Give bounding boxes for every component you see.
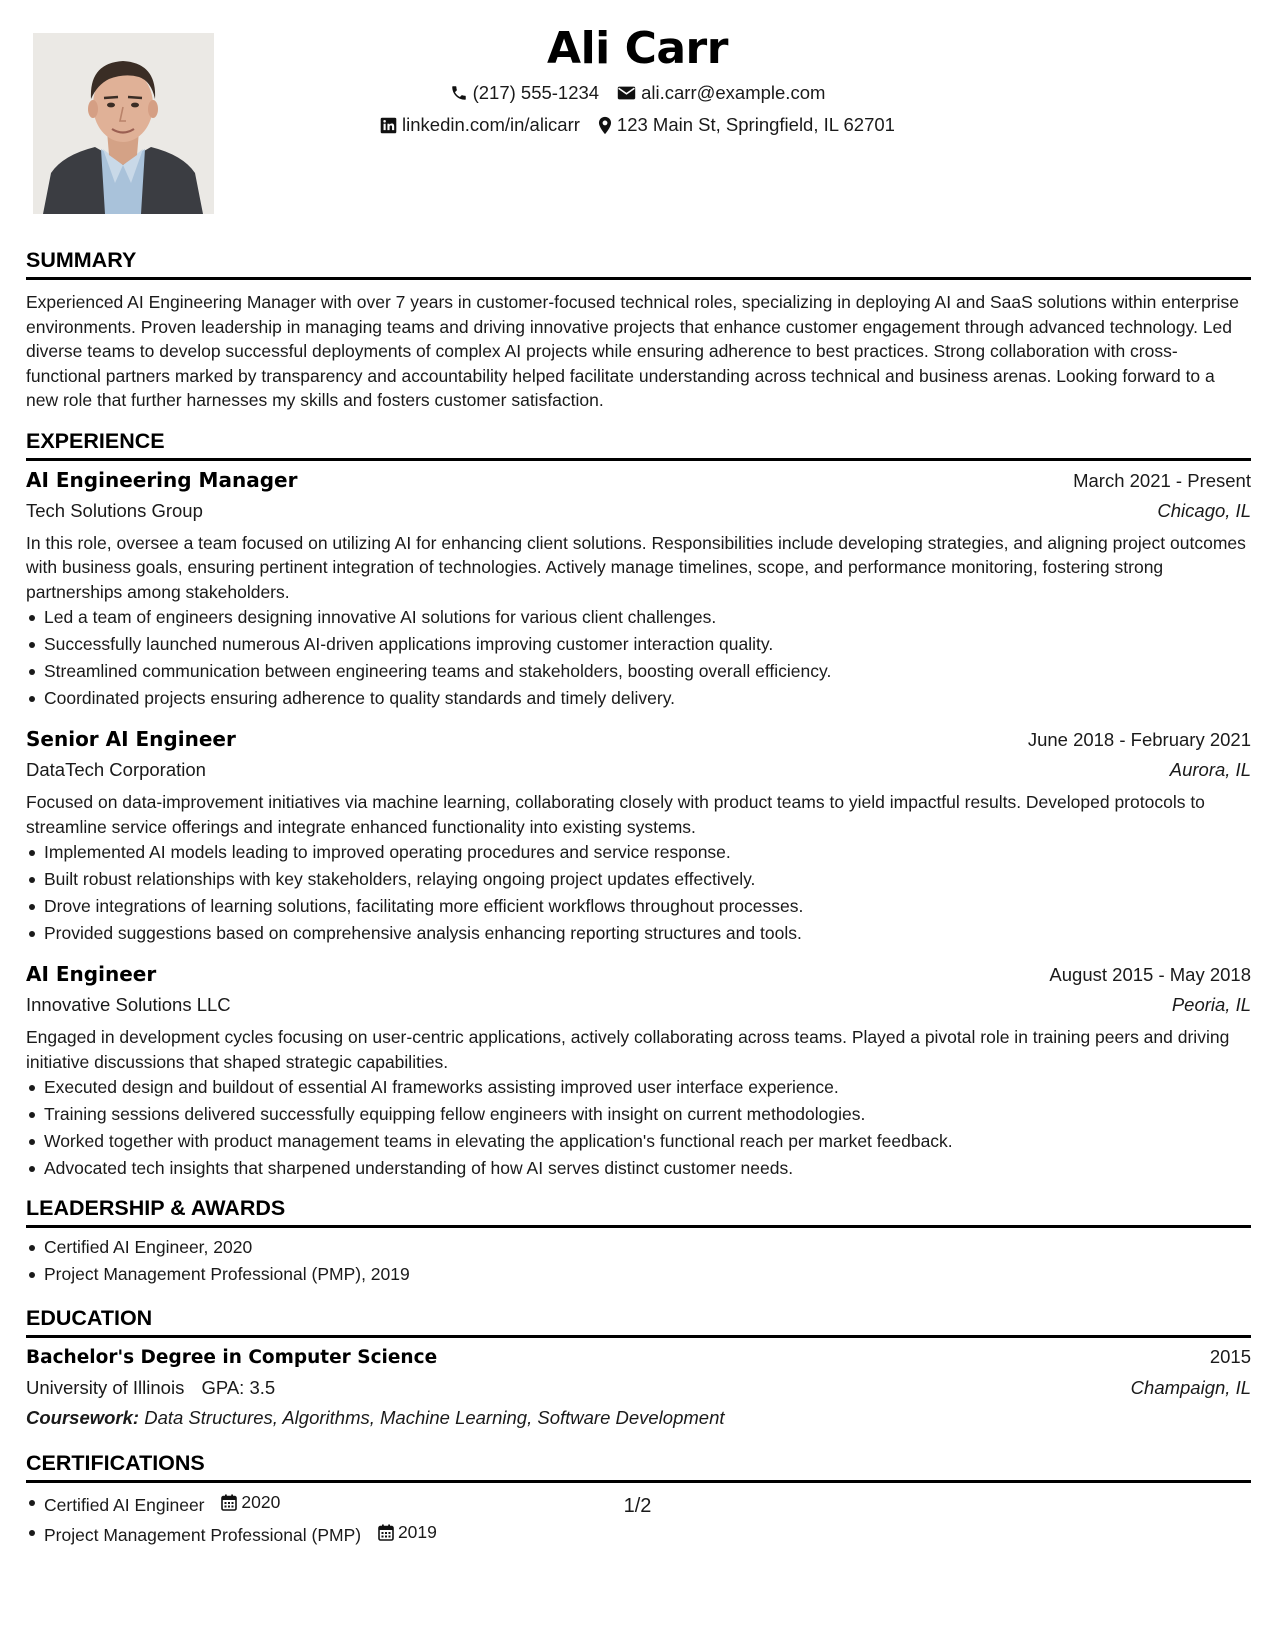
education-year: 2015 — [1209, 1346, 1251, 1367]
list-item: Coordinated projects ensuring adherence to quality standards and timely delivery. — [26, 685, 1251, 712]
experience-section — [26, 427, 1251, 1183]
job-title: AI Engineering Manager — [26, 467, 298, 492]
job-description: Engaged in development cycles focusing on user-centric applications, actively collaborating across teams. Played a pivotal role in training peers and driving initiative discussions that shaped strategic capabilities. — [26, 1027, 1230, 1072]
education-header — [26, 1342, 1251, 1373]
job-company: Innovative Solutions LLC — [26, 994, 231, 1015]
list-item: Drove integrations of learning solutions, facilitating more efficient workflows throughout processes. — [26, 893, 1251, 920]
list-item: Led a team of engineers designing innovative AI solutions for various client challenges. — [26, 604, 1251, 631]
job-location: Peoria, IL — [1171, 994, 1251, 1015]
resume-body — [26, 246, 1251, 1549]
job-bullets — [26, 604, 1251, 712]
education-gpa: GPA: 3.5 — [201, 1377, 276, 1398]
list-item: Successfully launched numerous AI-driven applications improving customer interaction quality. — [26, 631, 1251, 658]
list-item: Project Management Professional (PMP), 2019 — [26, 1261, 1251, 1288]
contact-email[interactable] — [617, 81, 825, 105]
list-item: Advocated tech insights that sharpened understanding of how AI serves distinct customer needs. — [26, 1155, 1251, 1182]
list-item: Certified AI Engineer, 2020 — [26, 1234, 1251, 1261]
education-degree: Bachelor's Degree in Computer Science — [26, 1347, 438, 1368]
page-number: 1/2 — [623, 1495, 652, 1517]
job-company: DataTech Corporation — [26, 759, 206, 780]
job-title: AI Engineer — [26, 962, 157, 986]
resume-header — [0, 22, 1275, 137]
summary-text: Experienced AI Engineering Manager with over 7 years in customer-focused technical roles, specializing in deploying AI and SaaS solutions within enterprise environments. Proven leadership in managing teams and driving innovative projects that enhance customer engagement through advanced technology. Led diverse teams to develop successful deployments of complex AI projects while ensuring adherence to best practices. Strong collaboration with cross-functional partners marked by transparency and accountability helped facilitate understanding across technical and business arenas. Looking forward to a new role that further harnesses my skills and fosters customer satisfaction. — [26, 292, 1240, 410]
leadership-list — [26, 1234, 1251, 1288]
job-subheader — [26, 496, 1251, 526]
job-location: Aurora, IL — [1169, 759, 1251, 780]
contact-phone[interactable] — [450, 81, 600, 105]
list-item: Training sessions delivered successfully equipping fellow engineers with insight on current methodologies. — [26, 1101, 1251, 1128]
linkedin-text: linkedin.com/in/alicarr — [402, 114, 580, 135]
phone-text: (217) 555-1234 — [472, 82, 600, 103]
job-description: Focused on data-improvement initiatives via machine learning, collaborating closely with product teams to yield impactful results. Developed protocols to streamline service offerings and integrate enhanced functionality into existing systems. — [26, 792, 1205, 837]
contact-row-primary — [0, 81, 1275, 105]
job-dates: August 2015 - May 2018 — [1049, 964, 1251, 985]
email-text: ali.carr@example.com — [641, 82, 826, 103]
cert-year: 2019 — [397, 1522, 437, 1542]
job-entry — [26, 724, 1251, 947]
address-text: 123 Main St, Springfield, IL 62701 — [616, 114, 895, 135]
job-subheader — [26, 990, 1251, 1020]
map-pin-icon — [598, 116, 612, 135]
candidate-name: Ali Carr — [547, 23, 728, 74]
summary-heading: SUMMARY — [26, 246, 1251, 280]
calendar-icon — [378, 1524, 394, 1541]
job-header — [26, 465, 1251, 496]
contact-linkedin[interactable] — [380, 113, 580, 137]
job-header — [26, 959, 1251, 990]
job-bullets — [26, 1074, 1251, 1182]
education-school-line — [26, 1373, 275, 1403]
education-heading: EDUCATION — [26, 1304, 1251, 1338]
job-bullets — [26, 839, 1251, 947]
list-item — [26, 1519, 1251, 1549]
job-subheader — [26, 755, 1251, 785]
list-item: Built robust relationships with key stakeholders, relaying ongoing project updates effectively. — [26, 866, 1251, 893]
linkedin-icon — [380, 117, 397, 134]
list-item: Streamlined communication between engineering teams and stakeholders, boosting overall efficiency. — [26, 658, 1251, 685]
list-item: Executed design and buildout of essential AI frameworks assisting improved user interface experience. — [26, 1074, 1251, 1101]
job-entry — [26, 465, 1251, 713]
job-entry — [26, 959, 1251, 1182]
cert-name: Certified AI Engineer — [44, 1495, 205, 1515]
certifications-heading: CERTIFICATIONS — [26, 1449, 1251, 1483]
job-dates: March 2021 - Present — [1073, 469, 1251, 491]
education-subheader — [26, 1373, 1251, 1403]
list-item: Implemented AI models leading to improved operating procedures and service response. — [26, 839, 1251, 866]
envelope-icon — [617, 85, 636, 101]
coursework-list: Data Structures, Algorithms, Machine Learning, Software Development — [144, 1407, 725, 1428]
list-item: Provided suggestions based on comprehensive analysis enhancing reporting structures and tools. — [26, 920, 1251, 947]
contact-address — [598, 113, 895, 137]
contact-row-secondary — [0, 113, 1275, 137]
job-description: In this role, oversee a team focused on utilizing AI for enhancing client solutions. Responsibilities include developing strategies, and aligning project outcomes with business goals, ensuring pertinent integration of technologies. Actively manage timelines, scope, and performance monitoring, fostering strong partnerships among stakeholders. — [26, 532, 1246, 602]
job-company: Tech Solutions Group — [26, 499, 203, 521]
leadership-heading: LEADERSHIP & AWARDS — [26, 1194, 1251, 1228]
job-title: Senior AI Engineer — [26, 727, 236, 751]
list-item: Worked together with product management teams in elevating the application's functional reach per market feedback. — [26, 1128, 1251, 1155]
leadership-section — [26, 1194, 1251, 1288]
cert-date — [378, 1519, 437, 1546]
cert-year: 2020 — [241, 1492, 281, 1512]
education-section — [26, 1304, 1251, 1433]
education-coursework — [26, 1403, 1251, 1433]
cert-name: Project Management Professional (PMP) — [44, 1525, 362, 1545]
experience-heading: EXPERIENCE — [26, 427, 1251, 461]
education-location: Champaign, IL — [1130, 1377, 1251, 1398]
job-location: Chicago, IL — [1157, 499, 1251, 521]
job-dates: June 2018 - February 2021 — [1027, 729, 1251, 750]
coursework-label: Coursework: — [26, 1407, 140, 1428]
job-header — [26, 724, 1251, 755]
phone-icon — [450, 84, 468, 102]
summary-section — [26, 246, 1251, 413]
education-school: University of Illinois — [26, 1377, 185, 1398]
